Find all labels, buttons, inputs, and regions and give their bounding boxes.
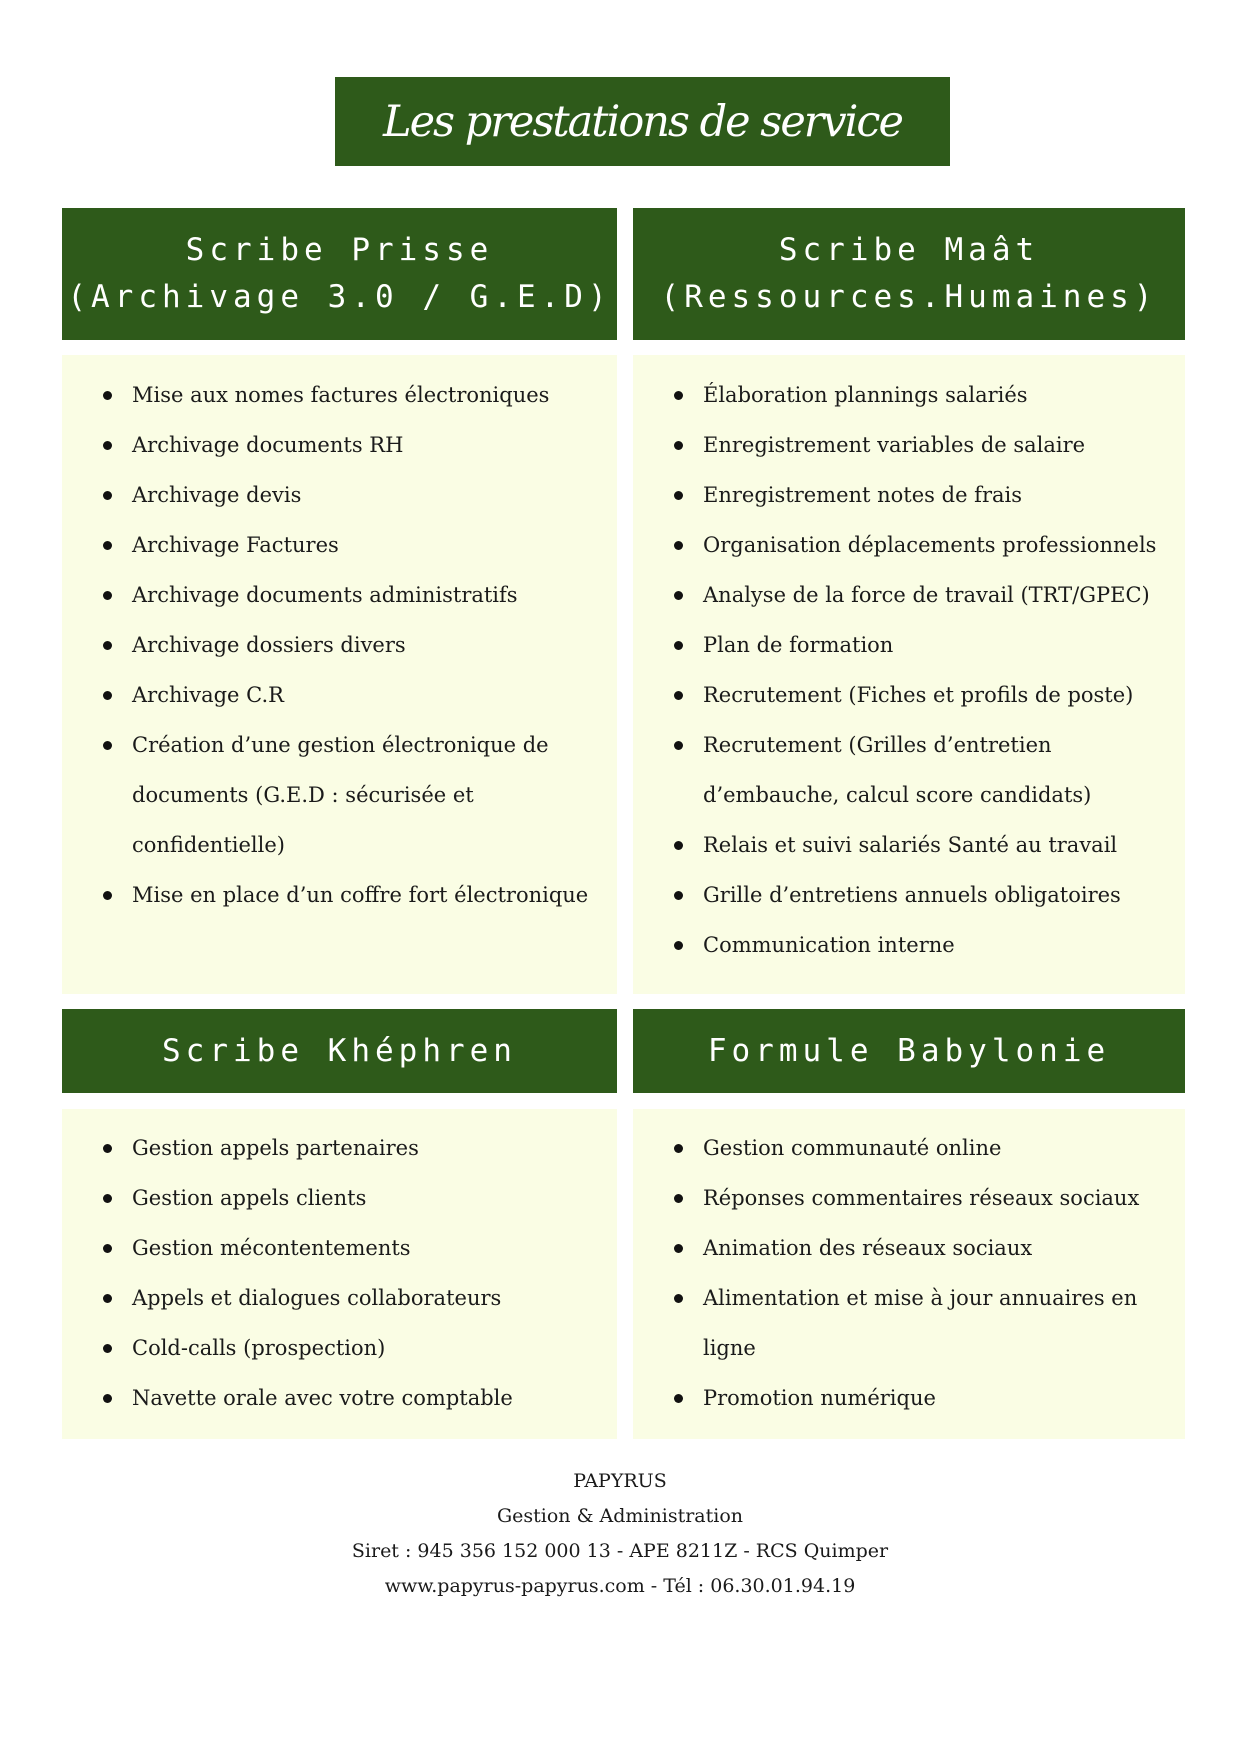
list-item-text: Réponses commentaires réseaux sociaux	[703, 1186, 1140, 1210]
list-item	[669, 420, 1185, 470]
list-item	[98, 470, 617, 520]
list-item-text: Promotion numérique	[703, 1386, 936, 1410]
bullet-icon	[674, 1194, 683, 1203]
list-item	[669, 1223, 1185, 1273]
bullet-icon	[674, 1294, 683, 1303]
panel-body-formule-babylonie	[633, 1109, 1185, 1439]
panel-body-scribe-prisse	[62, 355, 617, 994]
bullet-icon	[103, 691, 112, 700]
bullet-icon	[103, 1244, 112, 1253]
footer-contact: www.papyrus-papyrus.com - Tél : 06.30.01.94.19	[384, 1575, 856, 1597]
list-item-text: Enregistrement variables de salaire	[703, 433, 1086, 457]
bullet-icon	[674, 1394, 683, 1403]
list-item-text: Gestion appels clients	[132, 1186, 367, 1210]
list-item-text: Gestion communauté online	[703, 1136, 1002, 1160]
panel-title-line1: Scribe Prisse	[185, 232, 494, 268]
list-item-text: Archivage dossiers divers	[132, 633, 406, 657]
footer-company: PAPYRUS	[573, 1470, 667, 1492]
panel-header-scribe-maat	[633, 208, 1185, 340]
list-item-text: Navette orale avec votre comptable	[132, 1386, 513, 1410]
list-item-text: Mise en place d’un coffre fort électronique	[132, 883, 589, 907]
list-item-text: Recrutement (Fiches et profils de poste)	[703, 683, 1134, 707]
list-item	[98, 1223, 617, 1273]
list-item	[669, 520, 1185, 570]
bullet-icon	[674, 541, 683, 550]
list-item	[669, 1173, 1185, 1223]
list-item-text: Gestion appels partenaires	[132, 1136, 419, 1160]
list-item	[669, 470, 1185, 520]
list-item-text: Organisation déplacements professionnels	[703, 533, 1157, 557]
list-item	[98, 570, 617, 620]
list-item	[98, 620, 617, 670]
list-item-text: Mise aux nomes factures électroniques	[132, 383, 550, 407]
list-item	[669, 1373, 1185, 1423]
list-item-text: Relais et suivi salariés Santé au travail	[703, 833, 1118, 857]
list-item-text: Cold-calls (prospection)	[132, 1336, 386, 1360]
panel-body-scribe-khephren	[62, 1109, 617, 1439]
list-item-text: Alimentation et mise à jour annuaires en ligne	[703, 1286, 1138, 1360]
bullet-icon	[103, 1344, 112, 1353]
list-item	[98, 420, 617, 470]
panel-title-line2: (Archivage 3.0 / G.E.D)	[67, 279, 612, 315]
list-item-text: Gestion mécontentements	[132, 1236, 411, 1260]
list-item	[98, 1123, 617, 1173]
list-item	[98, 370, 617, 420]
list-item	[98, 1323, 617, 1373]
list-item-text: Animation des réseaux sociaux	[703, 1236, 1033, 1260]
bullet-icon	[103, 491, 112, 500]
list-item	[669, 920, 1185, 970]
list-item-text: Archivage devis	[132, 483, 302, 507]
list-item	[669, 870, 1185, 920]
panel-title-line2: (Ressources.Humaines)	[660, 279, 1158, 315]
list-item	[669, 720, 1185, 820]
bullet-icon	[674, 391, 683, 400]
footer	[0, 1464, 1240, 1604]
list-item	[669, 670, 1185, 720]
list-item	[98, 1173, 617, 1223]
panel-title-line1: Scribe Maât	[778, 232, 1040, 268]
list-item	[669, 370, 1185, 420]
panel-body-scribe-maat	[633, 355, 1185, 994]
bullet-icon	[103, 1194, 112, 1203]
list-item	[98, 720, 617, 870]
list-item-text: Élaboration plannings salariés	[703, 383, 1028, 407]
bullet-icon	[674, 741, 683, 750]
bullet-icon	[103, 1394, 112, 1403]
bullet-icon	[674, 641, 683, 650]
bullet-icon	[674, 841, 683, 850]
footer-tagline: Gestion & Administration	[496, 1505, 744, 1527]
list-item-text: Archivage documents administratifs	[132, 583, 518, 607]
list-item	[669, 820, 1185, 870]
list-item-text: Communication interne	[703, 933, 955, 957]
panel-title-line1: Scribe Khéphren	[162, 1032, 517, 1069]
bullet-icon	[103, 741, 112, 750]
list-item	[98, 870, 617, 920]
bullet-icon	[103, 441, 112, 450]
bullet-icon	[103, 1144, 112, 1153]
bullet-icon	[674, 1144, 683, 1153]
bullet-icon	[103, 591, 112, 600]
list-item-text: Appels et dialogues collaborateurs	[132, 1286, 502, 1310]
service-list	[98, 1123, 617, 1423]
list-item	[669, 1123, 1185, 1173]
list-item	[669, 1273, 1185, 1373]
list-item	[98, 1373, 617, 1423]
list-item-text: Archivage documents RH	[132, 433, 404, 457]
panel-header-scribe-khephren	[62, 1009, 617, 1093]
bullet-icon	[674, 941, 683, 950]
list-item-text: Création d’une gestion électronique de documents (G.E.D : sécurisée et confidentielle)	[132, 733, 549, 857]
list-item-text: Recrutement (Grilles d’entretien d’embauche, calcul score candidats)	[703, 733, 1092, 807]
bullet-icon	[674, 591, 683, 600]
list-item	[669, 570, 1185, 620]
bullet-icon	[674, 491, 683, 500]
list-item-text: Grille d’entretiens annuels obligatoires	[703, 883, 1121, 907]
panel-header-formule-babylonie	[633, 1009, 1185, 1093]
footer-legal: Siret : 945 356 152 000 13 - APE 8211Z - RCS Quimper	[351, 1540, 889, 1562]
page-title: Les prestations de service	[335, 77, 950, 166]
service-list	[669, 1123, 1185, 1423]
panel-title-line1: Formule Babylonie	[707, 1032, 1111, 1069]
list-item	[669, 620, 1185, 670]
bullet-icon	[103, 641, 112, 650]
bullet-icon	[674, 891, 683, 900]
list-item-text: Enregistrement notes de frais	[703, 483, 1022, 507]
list-item-text: Analyse de la force de travail (TRT/GPEC)	[703, 583, 1150, 607]
list-item	[98, 670, 617, 720]
list-item-text: Archivage Factures	[132, 533, 339, 557]
bullet-icon	[103, 391, 112, 400]
list-item	[98, 1273, 617, 1323]
list-item	[98, 520, 617, 570]
bullet-icon	[674, 1244, 683, 1253]
service-list	[98, 370, 617, 920]
panel-header-scribe-prisse	[62, 208, 617, 340]
bullet-icon	[674, 441, 683, 450]
bullet-icon	[674, 691, 683, 700]
bullet-icon	[103, 1294, 112, 1303]
bullet-icon	[103, 891, 112, 900]
service-list	[669, 370, 1185, 970]
bullet-icon	[103, 541, 112, 550]
list-item-text: Archivage C.R	[132, 683, 284, 707]
list-item-text: Plan de formation	[703, 633, 894, 657]
